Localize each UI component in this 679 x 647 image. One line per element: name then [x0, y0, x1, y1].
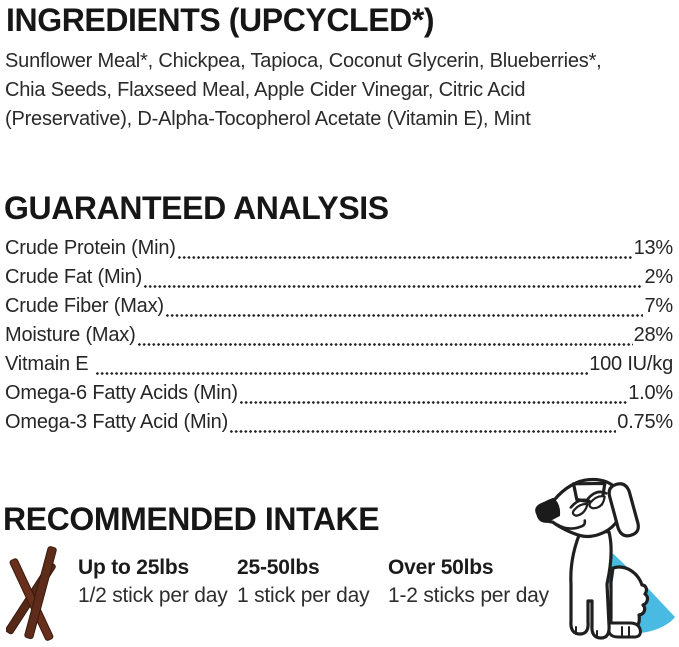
weight-range: Over 50lbs	[388, 556, 494, 579]
analysis-row	[5, 266, 673, 295]
recommended-intake-title: RECOMMENDED INTAKE	[3, 501, 380, 537]
dot-leader	[165, 311, 644, 318]
dot-leader	[239, 398, 627, 405]
treat-sticks-icon	[6, 543, 66, 647]
weight-range: 25-50lbs	[237, 556, 320, 579]
intake-column-small-dogs	[78, 556, 228, 608]
analysis-label: Moisture (Max)	[5, 324, 136, 346]
analysis-value: 13%	[633, 237, 673, 259]
analysis-row	[5, 382, 673, 411]
dose-text: 1-2 sticks per day	[388, 584, 549, 607]
analysis-value: 0.75%	[617, 411, 673, 433]
analysis-value: 28%	[633, 324, 673, 346]
ingredients-line: Chia Seeds, Flaxseed Meal, Apple Cider Vinegar, Citric Acid	[5, 79, 526, 101]
analysis-row	[5, 237, 673, 266]
guaranteed-analysis-table	[5, 237, 673, 440]
analysis-row	[5, 295, 673, 324]
analysis-label: Vitmain E	[5, 353, 94, 375]
analysis-label: Crude Protein (Min)	[5, 237, 176, 259]
dot-leader	[95, 369, 588, 376]
analysis-label: Omega-6 Fatty Acids (Min)	[5, 382, 238, 404]
dot-leader	[229, 427, 616, 434]
analysis-row	[5, 411, 673, 440]
dot-leader	[143, 282, 643, 289]
analysis-label: Crude Fiber (Max)	[5, 295, 164, 317]
ingredients-title: INGREDIENTS (UPCYCLED*)	[6, 2, 435, 38]
ingredients-list	[5, 47, 677, 134]
analysis-label: Crude Fat (Min)	[5, 266, 143, 288]
intake-column-large-dogs	[388, 556, 549, 608]
dog-with-cape-illustration	[529, 474, 679, 647]
ingredients-line: (Preservative), D-Alpha-Tocopherol Acetate (Vitamin E), Mint	[5, 108, 531, 130]
guaranteed-analysis-title: GUARANTEED ANALYSIS	[4, 190, 389, 226]
analysis-value: 1.0%	[628, 382, 673, 404]
analysis-value: 100 IU/kg	[589, 353, 673, 375]
ingredients-line: Sunflower Meal*, Chickpea, Tapioca, Coconut Glycerin, Blueberries*,	[5, 50, 602, 72]
dot-leader	[177, 253, 633, 260]
weight-range: Up to 25lbs	[78, 556, 189, 579]
analysis-value: 2%	[644, 266, 673, 288]
analysis-label: Omega-3 Fatty Acid (Min)	[5, 411, 229, 433]
dot-leader	[137, 340, 633, 347]
intake-column-medium-dogs	[237, 556, 369, 608]
analysis-value: 7%	[644, 295, 673, 317]
dose-text: 1 stick per day	[237, 584, 370, 607]
analysis-row	[5, 353, 673, 382]
analysis-row	[5, 324, 673, 353]
dose-text: 1/2 stick per day	[78, 584, 228, 607]
